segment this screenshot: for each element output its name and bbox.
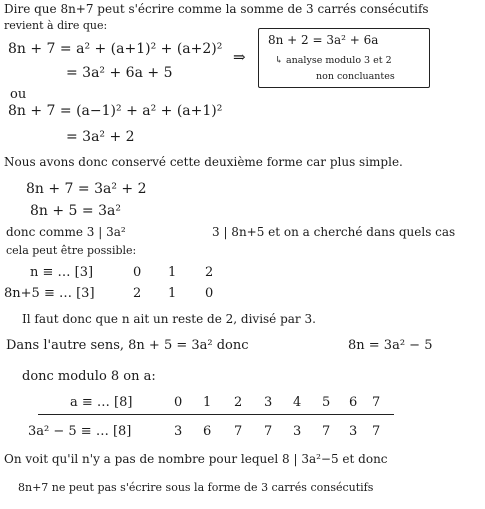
remainder-conclusion: Il faut donc que n ait un reste de 2, divisé par 3. xyxy=(22,312,316,326)
other-direction-line: Dans l'autre sens, 8n + 5 = 3a² donc xyxy=(6,338,249,353)
side-note-analysis: ↳ analyse modulo 3 et 2 xyxy=(275,55,392,66)
mod3-row2-cell: 1 xyxy=(168,286,177,301)
mod3-row2-label: 8n+5 ≡ … [3] xyxy=(4,286,95,301)
mod8-row2-label: 3a² − 5 ≡ … [8] xyxy=(28,424,132,439)
mod8-row1-cell: 0 xyxy=(174,395,183,410)
possible-line: cela peut être possible: xyxy=(6,244,137,257)
mod8-row2-cell: 7 xyxy=(372,424,381,439)
equation-sum-2-result: = 3a² + 2 xyxy=(66,129,135,145)
mod3-row1-cell: 2 xyxy=(205,265,214,280)
equation-3: 8n + 7 = 3a² + 2 xyxy=(26,181,147,197)
equation-sum-1: 8n + 7 = a² + (a+1)² + (a+2)² xyxy=(8,41,223,57)
equation-sum-1-result: = 3a² + 6a + 5 xyxy=(66,65,173,81)
mod3-row1-cell: 1 xyxy=(168,265,177,280)
mod8-row2-cell: 3 xyxy=(349,424,358,439)
mod8-row1-cell: 6 xyxy=(349,395,358,410)
mod8-row2-cell: 3 xyxy=(293,424,302,439)
mod8-row1-label: a ≡ … [8] xyxy=(70,395,133,410)
mod8-row1-cell: 3 xyxy=(264,395,273,410)
mod3-row1-label: n ≡ … [3] xyxy=(30,265,94,280)
mod8-row2-cell: 7 xyxy=(264,424,273,439)
mod8-row1-cell: 5 xyxy=(322,395,331,410)
mod3-row2-cell: 0 xyxy=(205,286,214,301)
mod3-row2-cell: 2 xyxy=(133,286,142,301)
equation-sum-2: 8n + 7 = (a−1)² + a² + (a+1)² xyxy=(8,103,223,119)
mod8-table-divider xyxy=(38,414,394,415)
intro-line-2: revient à dire que: xyxy=(4,19,108,32)
equation-4: 8n + 5 = 3a² xyxy=(30,203,121,219)
mod8-row1-cell: 2 xyxy=(234,395,243,410)
mod3-row1-cell: 0 xyxy=(133,265,142,280)
divisibility-line: donc comme 3 | 3a² xyxy=(6,225,126,239)
modulo8-line: donc modulo 8 on a: xyxy=(22,369,156,384)
implies-arrow: ⇒ xyxy=(233,48,246,66)
kept-form-sentence: Nous avons donc conservé cette deuxième forme car plus simple. xyxy=(4,155,403,169)
other-direction-equation: 8n = 3a² − 5 xyxy=(348,338,433,353)
side-note-equation: 8n + 2 = 3a² + 6a xyxy=(268,33,379,47)
final-conclusion-2: 8n+7 ne peut pas s'écrire sous la forme de 3 carrés consécutifs xyxy=(18,481,374,494)
final-conclusion-1: On voit qu'il n'y a pas de nombre pour lequel 8 | 3a²−5 et donc xyxy=(4,452,388,466)
intro-line: Dire que 8n+7 peut s'écrire comme la somme de 3 carrés consécutifs xyxy=(4,2,429,16)
mod8-row2-cell: 7 xyxy=(234,424,243,439)
mod8-row2-cell: 3 xyxy=(174,424,183,439)
or-label: ou xyxy=(10,87,27,102)
mod8-row1-cell: 7 xyxy=(372,395,381,410)
mod8-row1-cell: 1 xyxy=(203,395,212,410)
divisibility-search: 3 | 8n+5 et on a cherché dans quels cas xyxy=(212,225,456,239)
side-note-inconclusive: non concluantes xyxy=(316,71,395,82)
mod8-row2-cell: 6 xyxy=(203,424,212,439)
mod8-row1-cell: 4 xyxy=(293,395,302,410)
mod8-row2-cell: 7 xyxy=(322,424,331,439)
